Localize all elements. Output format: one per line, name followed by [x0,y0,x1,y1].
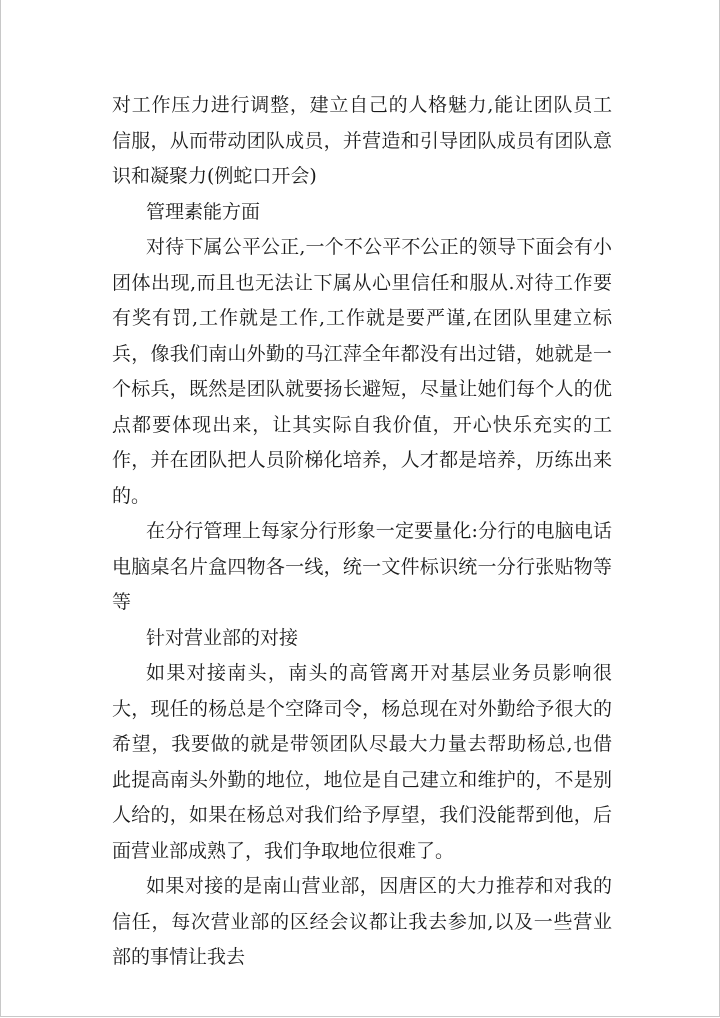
paragraph-continued: 对工作压力进行调整，建立自己的人格魅力,能让团队员工信服，从而带动团队成员，并营造和引导团队成员有团队意识和凝聚力(例蛇口开会) [112,94,612,187]
heading-business-department: 针对营业部的对接 [146,626,299,649]
paragraph-nanshan: 如果对接的是南山营业部，因唐区的大力推荐和对我的信任，每次营业部的区经会议都让我去参加,以及一些营业部的事情让我去 [112,875,612,968]
document-body [112,88,612,976]
paragraph-nantou: 如果对接南头，南头的高管离开对基层业务员影响很大，现任的杨总是个空降司令，杨总现在对外勤给予很大的希望，我要做的就是带领团队尽最大力量去帮助杨总,也借此提高南头外勤的地位，地位是自己建立和维护的，不是别人给的，如果在杨总对我们给予厚望，我们没能帮到他，后面营业部成熟了，我们争取地位很难了。 [112,662,612,862]
paragraph-fairness: 对待下属公平公正,一个不公平不公正的领导下面会有小团体出现,而且也无法让下属从心里信任和服从.对待工作要有奖有罚,工作就是工作,工作就是要严谨,在团队里建立标兵，像我们南山外勤的马江萍全年都没有出过错，她就是一个标兵，既然是团队就要扬长避短，尽量让她们每个人的优点都要体现出来，让其实际自我价值，开心快乐充实的工作，并在团队把人员阶梯化培养，人才都是培养，历练出来的。 [112,236,612,507]
heading-management-quality: 管理素能方面 [146,200,261,223]
paragraph-branch-management: 在分行管理上每家分行形象一定要量化:分行的电脑电话电脑桌名片盒四物各一线，统一文件标识统一分行张贴物等等 [112,520,612,613]
